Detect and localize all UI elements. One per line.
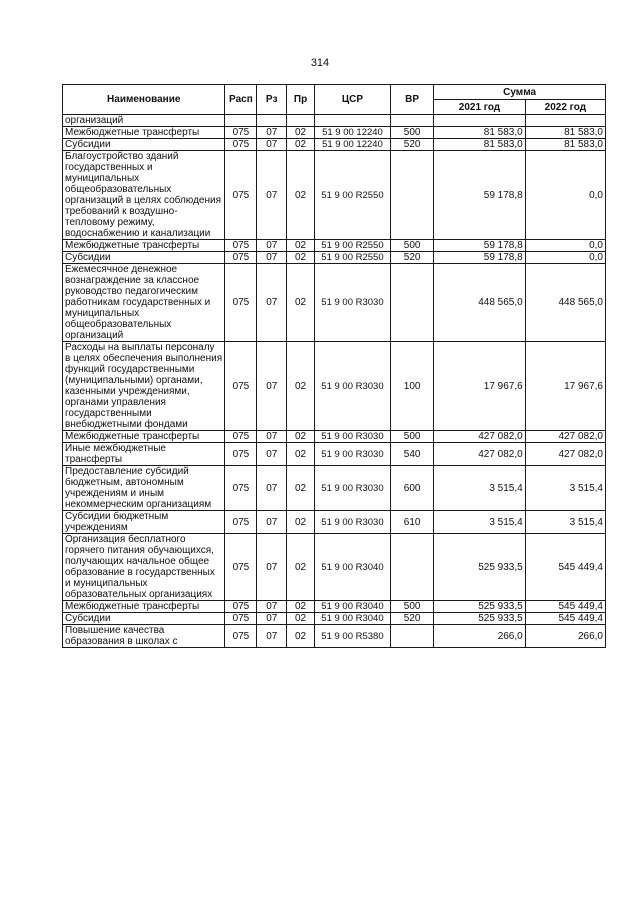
cell-rz: 07 xyxy=(257,252,287,264)
cell-vr: 500 xyxy=(391,431,434,443)
cell-rasp: 075 xyxy=(225,252,257,264)
page-number: 314 xyxy=(310,57,330,69)
table-body xyxy=(63,115,606,648)
cell-rz: 07 xyxy=(257,443,287,466)
cell-rasp: 075 xyxy=(225,151,257,240)
cell-pr: 02 xyxy=(287,151,315,240)
cell-rasp: 075 xyxy=(225,127,257,139)
cell-pr: 02 xyxy=(287,466,315,511)
cell-csr: 51 9 00 R2550 xyxy=(314,252,390,264)
cell-rz: 07 xyxy=(257,264,287,342)
table-row xyxy=(63,151,606,240)
cell-vr: 520 xyxy=(391,613,434,625)
table-row xyxy=(63,443,606,466)
cell-name: Субсидии xyxy=(63,252,225,264)
cell-sum-2021: 427 082,0 xyxy=(434,443,526,466)
cell-name: Межбюджетные трансферты xyxy=(63,127,225,139)
cell-rz: 07 xyxy=(257,511,287,534)
cell-rz: 07 xyxy=(257,625,287,648)
cell-sum-2021: 266,0 xyxy=(434,625,526,648)
cell-sum-2021: 3 515,4 xyxy=(434,466,526,511)
cell-rasp: 075 xyxy=(225,431,257,443)
cell-name: Субсидии бюджетным учреждениям xyxy=(63,511,225,534)
cell-sum-2021: 59 178,8 xyxy=(434,240,526,252)
cell-sum-2022: 0,0 xyxy=(525,252,605,264)
cell-sum-2021: 17 967,6 xyxy=(434,342,526,431)
header-csr: ЦСР xyxy=(314,85,390,115)
cell-sum-2021 xyxy=(434,115,526,127)
cell-rz: 07 xyxy=(257,431,287,443)
header-year-2021: 2021 год xyxy=(434,100,526,115)
cell-rz: 07 xyxy=(257,534,287,601)
cell-rasp: 075 xyxy=(225,613,257,625)
cell-rz: 07 xyxy=(257,613,287,625)
cell-rz: 07 xyxy=(257,240,287,252)
table-row xyxy=(63,264,606,342)
cell-csr: 51 9 00 12240 xyxy=(314,139,390,151)
table-row xyxy=(63,342,606,431)
cell-name: Организация бесплатного горячего питания обучающихся, получающих начальное общее образование в государственных и муниципальных образовательных организациях xyxy=(63,534,225,601)
cell-rasp: 075 xyxy=(225,534,257,601)
cell-vr: 540 xyxy=(391,443,434,466)
cell-vr: 500 xyxy=(391,127,434,139)
cell-sum-2022 xyxy=(525,115,605,127)
cell-name: Предоставление субсидий бюджетным, автономным учреждениям и иным некоммерческим организациям xyxy=(63,466,225,511)
cell-csr: 51 9 00 R3030 xyxy=(314,342,390,431)
cell-rz: 07 xyxy=(257,601,287,613)
header-vr: ВР xyxy=(391,85,434,115)
table-row xyxy=(63,127,606,139)
cell-rasp: 075 xyxy=(225,625,257,648)
cell-vr xyxy=(391,264,434,342)
cell-csr: 51 9 00 R2550 xyxy=(314,151,390,240)
cell-pr: 02 xyxy=(287,534,315,601)
cell-pr: 02 xyxy=(287,139,315,151)
cell-sum-2022: 427 082,0 xyxy=(525,431,605,443)
cell-name: Расходы на выплаты персоналу в целях обеспечения выполнения функций государственными (муниципальными) органами, казенными учреждениями, органами управления государственными внебюджетными фондами xyxy=(63,342,225,431)
cell-vr: 500 xyxy=(391,601,434,613)
cell-sum-2021: 525 933,5 xyxy=(434,601,526,613)
cell-name: Межбюджетные трансферты xyxy=(63,240,225,252)
table-row xyxy=(63,252,606,264)
table-row xyxy=(63,431,606,443)
cell-sum-2022: 3 515,4 xyxy=(525,466,605,511)
header-rz: Рз xyxy=(257,85,287,115)
table-row xyxy=(63,240,606,252)
cell-pr: 02 xyxy=(287,625,315,648)
cell-name: организаций xyxy=(63,115,225,127)
cell-sum-2022: 81 583,0 xyxy=(525,127,605,139)
cell-pr: 02 xyxy=(287,127,315,139)
cell-rasp: 075 xyxy=(225,443,257,466)
cell-rz: 07 xyxy=(257,466,287,511)
cell-pr: 02 xyxy=(287,601,315,613)
cell-sum-2021: 81 583,0 xyxy=(434,139,526,151)
cell-csr: 51 9 00 R3040 xyxy=(314,534,390,601)
cell-sum-2022: 3 515,4 xyxy=(525,511,605,534)
cell-csr: 51 9 00 R3040 xyxy=(314,601,390,613)
cell-vr: 600 xyxy=(391,466,434,511)
cell-rasp: 075 xyxy=(225,601,257,613)
table-row xyxy=(63,534,606,601)
cell-csr: 51 9 00 R3030 xyxy=(314,264,390,342)
cell-csr: 51 9 00 12240 xyxy=(314,127,390,139)
cell-sum-2022: 427 082,0 xyxy=(525,443,605,466)
cell-name: Повышение качества образования в школах с xyxy=(63,625,225,648)
cell-rz xyxy=(257,115,287,127)
cell-vr: 520 xyxy=(391,252,434,264)
cell-csr: 51 9 00 R3030 xyxy=(314,511,390,534)
cell-vr xyxy=(391,115,434,127)
table-row xyxy=(63,115,606,127)
cell-sum-2022: 0,0 xyxy=(525,151,605,240)
cell-rz: 07 xyxy=(257,127,287,139)
cell-sum-2022: 17 967,6 xyxy=(525,342,605,431)
cell-pr: 02 xyxy=(287,264,315,342)
cell-sum-2021: 525 933,5 xyxy=(434,613,526,625)
cell-sum-2022: 545 449,4 xyxy=(525,613,605,625)
cell-rasp: 075 xyxy=(225,139,257,151)
cell-name: Благоустройство зданий государственных и муниципальных общеобразовательных организаций в целях соблюдения требований к воздушно-тепловому режиму, водоснабжению и канализации xyxy=(63,151,225,240)
cell-rasp xyxy=(225,115,257,127)
cell-sum-2021: 3 515,4 xyxy=(434,511,526,534)
header-sum: Сумма xyxy=(434,85,606,100)
cell-sum-2022: 545 449,4 xyxy=(525,534,605,601)
cell-sum-2021: 427 082,0 xyxy=(434,431,526,443)
cell-sum-2022: 266,0 xyxy=(525,625,605,648)
cell-pr: 02 xyxy=(287,342,315,431)
cell-name: Иные межбюджетные трансферты xyxy=(63,443,225,466)
cell-vr: 610 xyxy=(391,511,434,534)
cell-csr: 51 9 00 R2550 xyxy=(314,240,390,252)
header-name: Наименование xyxy=(63,85,225,115)
cell-vr: 100 xyxy=(391,342,434,431)
cell-sum-2021: 59 178,8 xyxy=(434,151,526,240)
cell-csr xyxy=(314,115,390,127)
cell-rasp: 075 xyxy=(225,511,257,534)
cell-pr: 02 xyxy=(287,613,315,625)
cell-sum-2022: 545 449,4 xyxy=(525,601,605,613)
table-row xyxy=(63,466,606,511)
header-year-2022: 2022 год xyxy=(525,100,605,115)
cell-csr: 51 9 00 R3030 xyxy=(314,466,390,511)
cell-sum-2021: 59 178,8 xyxy=(434,252,526,264)
cell-name: Субсидии xyxy=(63,139,225,151)
cell-name: Межбюджетные трансферты xyxy=(63,431,225,443)
cell-vr xyxy=(391,151,434,240)
cell-sum-2022: 81 583,0 xyxy=(525,139,605,151)
cell-rz: 07 xyxy=(257,342,287,431)
cell-vr: 520 xyxy=(391,139,434,151)
cell-csr: 51 9 00 R3030 xyxy=(314,431,390,443)
cell-rasp: 075 xyxy=(225,240,257,252)
cell-csr: 51 9 00 R5380 xyxy=(314,625,390,648)
table-header xyxy=(63,85,606,115)
cell-rasp: 075 xyxy=(225,342,257,431)
table-row xyxy=(63,625,606,648)
cell-csr: 51 9 00 R3030 xyxy=(314,443,390,466)
cell-pr: 02 xyxy=(287,431,315,443)
table-row xyxy=(63,601,606,613)
cell-name: Межбюджетные трансферты xyxy=(63,601,225,613)
table-row xyxy=(63,613,606,625)
cell-rasp: 075 xyxy=(225,264,257,342)
cell-name: Ежемесячное денежное вознаграждение за классное руководство педагогическим работникам государственных и муниципальных общеобразовательных организаций xyxy=(63,264,225,342)
cell-sum-2021: 525 933,5 xyxy=(434,534,526,601)
table-row xyxy=(63,511,606,534)
cell-vr xyxy=(391,534,434,601)
header-pr: Пр xyxy=(287,85,315,115)
cell-vr xyxy=(391,625,434,648)
cell-rz: 07 xyxy=(257,139,287,151)
cell-sum-2022: 0,0 xyxy=(525,240,605,252)
cell-pr: 02 xyxy=(287,252,315,264)
cell-rasp: 075 xyxy=(225,466,257,511)
cell-pr: 02 xyxy=(287,511,315,534)
cell-pr: 02 xyxy=(287,443,315,466)
cell-sum-2021: 448 565,0 xyxy=(434,264,526,342)
header-rasp: Расп xyxy=(225,85,257,115)
table-row xyxy=(63,139,606,151)
cell-vr: 500 xyxy=(391,240,434,252)
cell-rz: 07 xyxy=(257,151,287,240)
cell-sum-2021: 81 583,0 xyxy=(434,127,526,139)
cell-pr xyxy=(287,115,315,127)
cell-sum-2022: 448 565,0 xyxy=(525,264,605,342)
cell-name: Субсидии xyxy=(63,613,225,625)
budget-table xyxy=(62,84,606,648)
cell-pr: 02 xyxy=(287,240,315,252)
cell-csr: 51 9 00 R3040 xyxy=(314,613,390,625)
